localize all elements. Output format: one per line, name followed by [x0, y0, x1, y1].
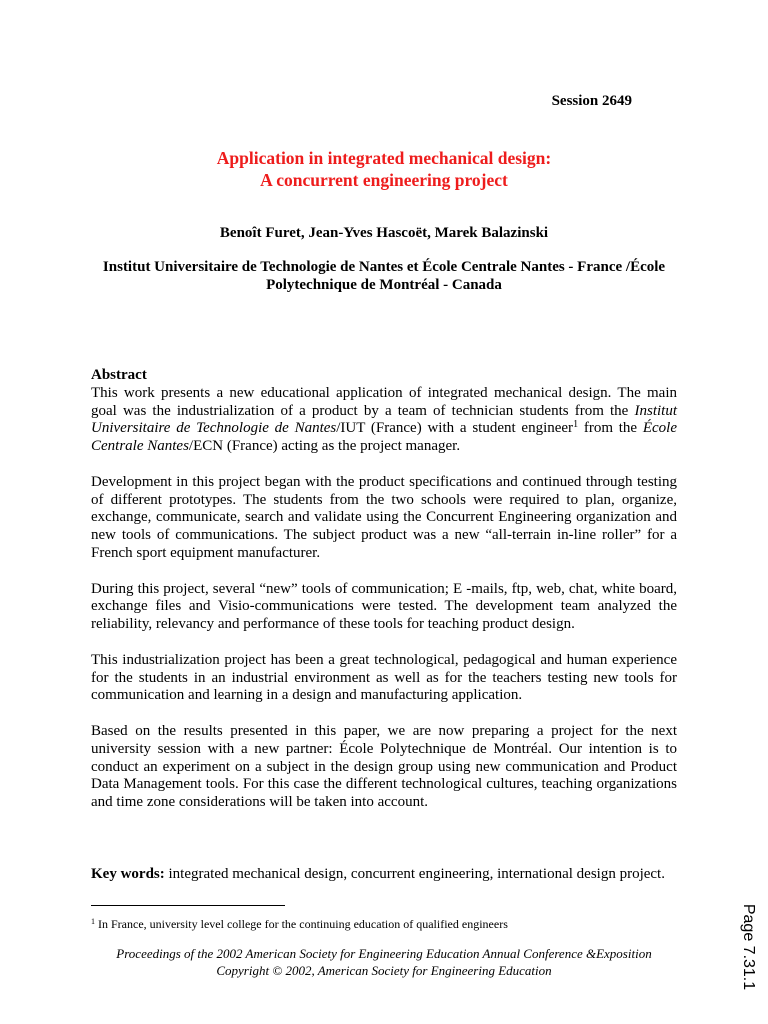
text-line: new tools of communications. The subject product was a new “all-terrain in-line roller” for a: [91, 527, 677, 544]
abstract-heading: Abstract: [91, 367, 147, 383]
abstract-paragraph: [91, 474, 677, 563]
text-line: of different prototypes. The students from the two schools were required to plan, organize,: [91, 491, 677, 508]
footnote-reference[interactable]: 1: [573, 419, 579, 431]
text-line: [91, 420, 677, 438]
keywords-label: Key words:: [91, 866, 165, 882]
abstract-section: [91, 367, 677, 812]
keywords: [91, 865, 665, 883]
author-list: Benoît Furet, Jean-Yves Hascoët, Marek Balazinski: [219, 225, 549, 241]
text-line: university session with a new partner: École Polytechnique de Montréal. Our intention is to: [91, 740, 677, 757]
affiliation-line: Institut Universitaire de Technologie de Nantes et École Centrale Nantes - France /École: [102, 259, 666, 275]
footnote-marker: 1: [91, 917, 95, 926]
page-footer: [0, 945, 768, 979]
footer-proceedings: Proceedings of the 2002 American Society for Engineering Education Annual Conference &Exposition: [116, 946, 652, 961]
paper-title: [0, 147, 768, 191]
abstract-paragraph: [91, 385, 677, 456]
text-line: exchange, communicate, search and validate using the Concurrent Engineering organization and: [91, 509, 677, 526]
text-segment: goal was the industrialization of a product by a team of technician students from the: [91, 402, 635, 419]
text-line: [91, 403, 677, 421]
text-line: and time zone considerations will be taken into account.: [91, 794, 428, 811]
affiliation: [0, 259, 768, 294]
text-line: Data Management tools. For this case the different technological cultures, teaching organizations: [91, 776, 677, 793]
paper-title-line: Application in integrated mechanical design:: [216, 148, 552, 168]
italic-segment: Universitaire de Technologie de Nantes: [91, 420, 337, 437]
footer-copyright: Copyright © 2002, American Society for Engineering Education: [216, 963, 552, 978]
text-line: [91, 438, 677, 456]
text-line: French sport equipment manufacturer.: [91, 544, 321, 561]
footnote-divider: [91, 905, 285, 906]
footnote: [91, 916, 508, 932]
session-number: Session 2649: [551, 93, 632, 109]
text-line: for the students in an industrial environment as well as for the teachers testing new tools for: [91, 669, 677, 686]
text-segment: /ECN (France) acting as the project manager.: [188, 438, 461, 455]
text-line: [91, 385, 677, 403]
affiliation-line: Polytechnique de Montréal - Canada: [266, 276, 502, 293]
abstract-paragraph: [91, 652, 677, 705]
text-line: communication and learning in a design and manufacturing application.: [91, 687, 523, 704]
text-line: Development in this project began with the product specifications and continued through testing: [91, 473, 677, 490]
text-line: conduct an experiment on a subject in the design group using new communication and Product: [91, 758, 677, 775]
keywords-text: integrated mechanical design, concurrent engineering, international design project.: [168, 866, 665, 882]
text-line: During this project, several “new” tools of communication; E -mails, ftp, web, chat, white board,: [91, 580, 677, 597]
italic-segment: Institut: [634, 402, 677, 419]
text-line: This industrialization project has been a great technological, pedagogical and human experience: [91, 651, 677, 668]
text-line: Based on the results presented in this paper, we are now preparing a project for the next: [91, 722, 677, 739]
text-line: exchange files and Visio-communications were tested. The development team analyzed the: [91, 598, 677, 615]
text-segment: /IUT (France) with a student engineer: [336, 420, 574, 437]
italic-segment: Centrale Nantes: [91, 438, 189, 455]
text-segment: from the: [578, 420, 643, 437]
italic-segment: École: [642, 420, 677, 437]
paper-title-line: A concurrent engineering project: [260, 170, 508, 190]
footnote-text: In France, university level college for the continuing education of qualified engineers: [98, 917, 508, 931]
page-number-stamp: Page 7.31.1: [740, 903, 757, 991]
abstract-paragraph: [91, 581, 677, 634]
text-line: reliability, relevancy and performance of these tools for teaching product design.: [91, 616, 575, 633]
abstract-paragraph: [91, 723, 677, 812]
text-segment: This work presents a new educational application of integrated mechanical design. The main: [91, 384, 677, 401]
